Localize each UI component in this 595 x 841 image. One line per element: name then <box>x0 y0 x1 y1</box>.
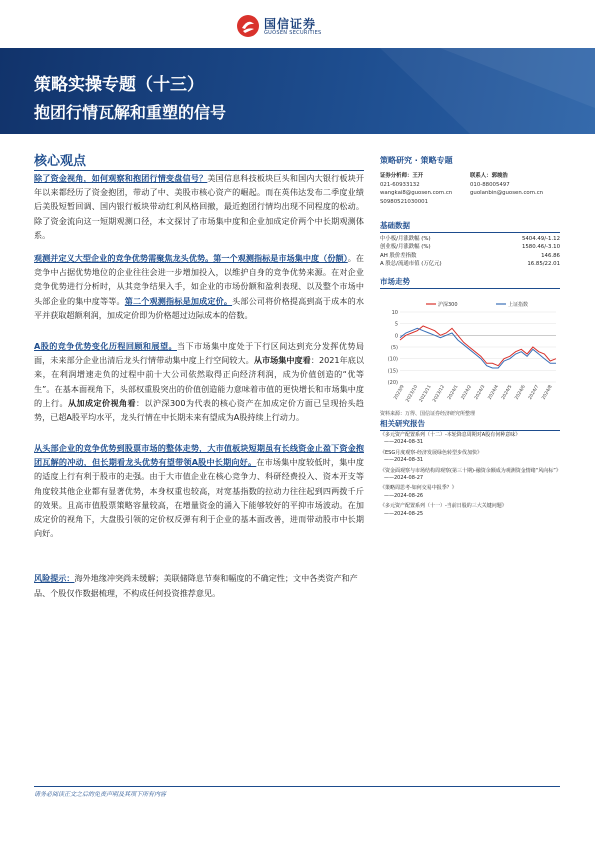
x-tick-label: 2023/11 <box>418 384 433 404</box>
stat-value: 146.86 <box>541 252 560 259</box>
risk-label: 风险提示： <box>34 573 75 583</box>
analyst-2-email: guolanbin@guosen.com.cn <box>470 190 544 197</box>
x-tick-label: 2024/5 <box>501 384 514 401</box>
p1-highlight: 除了资金视角，如何观察和抱团行情变盘信号？ <box>34 173 208 183</box>
x-tick-label: 2024/1 <box>447 384 460 401</box>
stat-label: A 股总/流通市值 (万亿元) <box>380 261 442 268</box>
related-report-item[interactable] <box>380 432 560 447</box>
related-report-item[interactable] <box>380 503 560 518</box>
analyst-2-phone: 010-88005497 <box>470 181 510 188</box>
x-tick-label: 2024/4 <box>487 384 500 401</box>
p3-text-b: ：2021年底以来，在利润增速走负的过程中前十大公司依然取得正向经济利润，成为价值创造的“优等生”。在基本面视角下，头部权重股突出的价值创造能力意味着市值的更快增长和市场集中度的上行。 <box>34 355 364 408</box>
x-tick-label: 2024/7 <box>528 384 541 401</box>
x-tick-label: 2024/2 <box>460 384 474 401</box>
related-report-title[interactable]: 《策略周思考-如何交易中报季？》 <box>380 485 457 492</box>
report-subtitle: 抱团行情瓦解和重塑的信号 <box>34 103 227 122</box>
stat-row <box>380 243 560 251</box>
report-title: 策略实操专题（十三） <box>34 75 204 95</box>
stat-row <box>380 260 560 268</box>
stat-row <box>380 235 560 243</box>
p3-highlight: A股的竞争优势变化历程回顾和展望。 <box>34 341 177 351</box>
p2-text-b: 头部公司将价格提高到高于成本的水平并获取超额利润，加成定价即为价格超过边际成本的倍数。 <box>34 295 364 320</box>
x-tick-label: 2023/10 <box>405 384 420 404</box>
related-report-title[interactable]: 《资金面观察与市场结构周观察(第三十期)-融资余额成为观测资金情绪“风向标”》 <box>380 467 561 474</box>
core-paragraph-4 <box>34 441 364 540</box>
related-report-title[interactable]: 《多元资产配置系列（十二）-本轮降息周期对A股有何种意味》 <box>380 432 521 438</box>
core-paragraph-3 <box>34 339 364 424</box>
risk-text: 海外地缘冲突尚未缓解；美联储降息节奏和幅度的不确定性；文中各类资产和产品、个股仅作数据梳理，不构成任何投资推荐意见。 <box>34 573 358 598</box>
legend-label: 上证指数 <box>508 302 529 308</box>
series-line-1 <box>400 328 556 368</box>
analyst-1-phone: 021-60933132 <box>380 181 420 188</box>
related-report-date: ——2024-08-25 <box>384 510 424 517</box>
p2-highlight-2: 第二个观测指标是加成定价。 <box>124 295 233 306</box>
series-line-0 <box>400 326 556 366</box>
related-research-list <box>380 432 560 521</box>
p2-text-a: 。在竞争中占据优势地位的企业往往会进一步增加投入，以维护自身的竞争优势来源。在对企业竞争优势进行分析时，从其竞争结果入手，如企业的市场份额和盈利表现、以及整个市场中头部企业的集中度等等。 <box>34 253 364 306</box>
p1-text: 美国信息科技板块巨头和国内大银行板块开年以来都经历了资金抱团，带动了中、美股市核心资产的崛起。而在英伟达发布二季度业绩后美股短暂回调、国内银行板块带动红利风格回撤，最近抱团行情均出现不同程度的松动。除了资金流向这一短期观测口径，本文探讨了市场集中度和企业加成定价两个中长期观测体系。 <box>34 173 364 240</box>
p3-text-c: ：以沪深300为代表的核心资产在加成定价方面已呈现抬头趋势，已超A股平均水平，龙头行情在中长期未来有望成为A股持续上行动力。 <box>34 397 364 423</box>
y-tick-label: (5) <box>390 345 398 351</box>
logo-text-cn: 国信证券 <box>264 17 317 31</box>
analyst-1 <box>380 172 452 206</box>
core-paragraph-1 <box>34 171 364 242</box>
x-tick-label: 2024/8 <box>541 384 554 401</box>
y-tick-label: (15) <box>387 368 398 375</box>
chart-source: 资料来源：万得、国信证券经济研究所整理 <box>380 411 476 417</box>
analyst-1-email: wangkai8@guosen.com.cn <box>380 190 453 197</box>
p3-bold-2: 从加成定价视角看 <box>68 397 137 408</box>
p3-text-a: 当下市场集中度处于下行区间达到充分发挥优势局面，未来部分企业出清后龙头行情带动集中度上行空间较大。 <box>34 341 364 366</box>
stat-value: 5404.49/-1.12 <box>521 236 560 242</box>
analyst-1-cert: S0980521030001 <box>380 198 429 205</box>
x-tick-label: 2024/3 <box>474 384 487 401</box>
footer-divider <box>34 786 560 787</box>
stat-label: 中小板/月涨跌幅 (%) <box>380 236 431 242</box>
related-report-item[interactable] <box>380 468 560 483</box>
related-research-heading: 相关研究报告 <box>380 418 560 431</box>
x-tick-label: 2023/12 <box>432 384 447 404</box>
y-tick-label: (10) <box>387 356 398 363</box>
basic-data-table <box>380 235 560 269</box>
analyst-2-name: 联系人：郭竣浩 <box>470 173 508 179</box>
related-report-date: ——2024-08-26 <box>384 492 424 499</box>
related-report-date: ——2024-08-31 <box>384 439 424 446</box>
related-report-item[interactable] <box>380 485 560 500</box>
research-category: 策略研究 · 策略专题 <box>380 156 453 165</box>
stat-label: 创业板/月涨跌幅 (%) <box>380 244 431 251</box>
analyst-1-name: 证券分析师：王开 <box>380 173 424 179</box>
y-tick-label: 0 <box>394 333 398 340</box>
core-paragraph-2 <box>34 251 364 322</box>
stat-value: 16.85/22.01 <box>527 261 560 268</box>
stat-row <box>380 252 560 260</box>
analyst-2 <box>470 172 543 198</box>
related-report-title[interactable]: 《ESG月度观察-经济发展绿色转型步伐加快》 <box>380 449 483 456</box>
basic-data-heading: 基础数据 <box>380 220 560 233</box>
core-views-heading: 核心观点 <box>34 150 364 171</box>
stat-label: AH 股价差指数 <box>380 252 417 259</box>
p4-highlight: 从头部企业的竞争优势到股票市场的整体走势，大市值板块短期虽有长线资金止盈下资金抱团瓦解的冲动，但长期看龙头优势有望带领A股中长期向好。 <box>34 443 364 468</box>
market-trend-chart <box>378 298 560 406</box>
y-tick-label: 5 <box>394 321 398 328</box>
risk-warning <box>34 571 364 600</box>
x-tick-label: 2023/9 <box>393 384 406 401</box>
logo-text-en: GUOSEN SECURITIES <box>264 30 322 36</box>
y-tick-label: (20) <box>387 380 398 386</box>
x-tick-label: 2024/6 <box>514 384 527 401</box>
y-tick-label: 10 <box>391 310 398 316</box>
related-report-date: ——2024-08-31 <box>384 457 424 464</box>
guosen-logo <box>236 14 376 40</box>
related-report-item[interactable] <box>380 450 560 465</box>
p3-bold-1: 从市场集中度看 <box>253 355 311 366</box>
market-trend-heading: 市场走势 <box>380 276 560 289</box>
legend-label: 沪深300 <box>438 302 458 308</box>
related-report-date: ——2024-08-27 <box>384 475 424 482</box>
guosen-logo-icon <box>236 14 260 38</box>
p2-highlight-1: 观测并定义大型企业的竞争优势需聚焦龙头优势。第一个观测指标是市场集中度（份额） <box>34 253 348 263</box>
stat-value: 1580.46/-3.10 <box>521 244 560 251</box>
p4-text: 在市场集中度较低时，集中度的适度上行有利于股市的走强。由于大市值企业在核心竞争力、科研经费投入、资本开支等角度较其他企业都有显著优势，本身权重也较高，对宽基指数的拉动力往往起到四两拨千斤的效果。且高市值股票策略容量较高，在增量资金的涌入下能够较好的平抑市场波动。在加成定价的视角下，大盘股引领的定价权反弹有利于企业的基本面改善，进而带动股市中长期向好。 <box>34 457 364 539</box>
footer-disclaimer: 请务必阅读正文之后的免责声明及其项下所有内容 <box>34 791 167 798</box>
related-report-title[interactable]: 《多元资产配置系列（十一）-当前日股的三大关键问题》 <box>380 503 507 510</box>
